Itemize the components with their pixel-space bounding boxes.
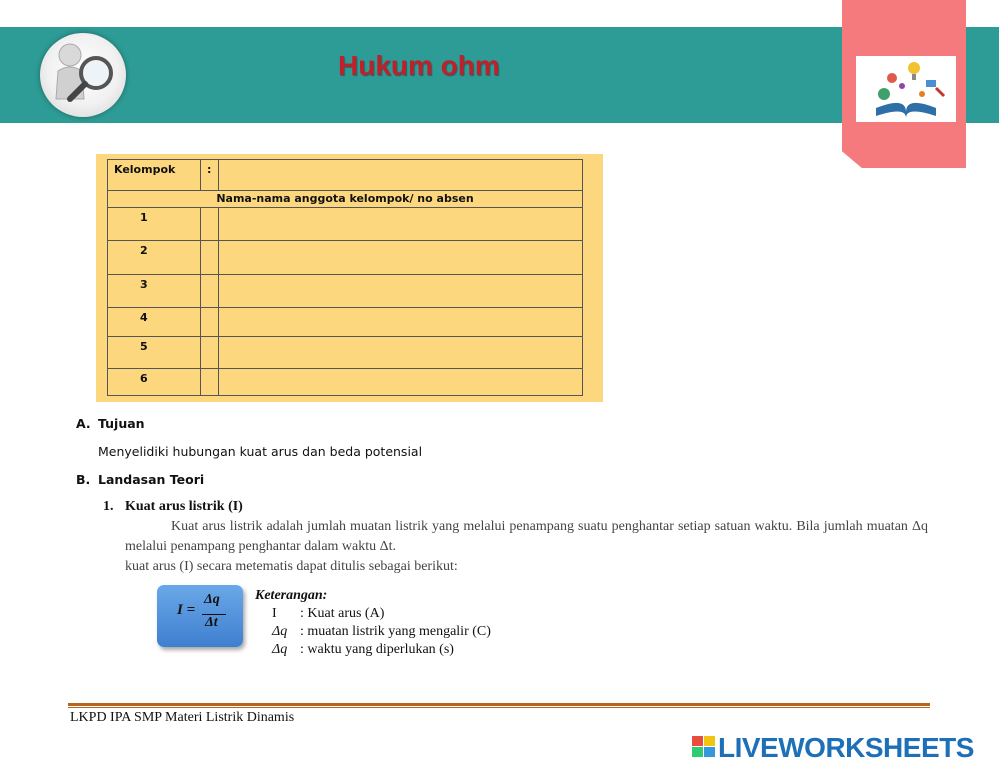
liveworksheets-logo-text[interactable]: LIVEWORKSHEETS [718, 732, 974, 763]
member-row-mid [201, 337, 219, 369]
kelompok-colon: : [201, 160, 219, 191]
formula-numerator: Δq [204, 592, 220, 607]
subsection-heading: Kuat arus listrik (I) [125, 499, 243, 514]
member-name-cell[interactable] [219, 337, 583, 369]
footer-rule [68, 703, 930, 706]
section-b-letter: B. [76, 472, 91, 487]
member-row-mid [201, 275, 219, 308]
page-title: Hukum ohm [338, 50, 500, 81]
member-name-cell[interactable] [219, 308, 583, 337]
magnifier-person-icon [40, 33, 126, 117]
member-name-cell[interactable] [219, 275, 583, 308]
group-members-table [107, 159, 583, 396]
section-a-letter: A. [76, 416, 91, 431]
keterangan-symbol: Δq [272, 624, 288, 639]
keterangan-title: Keterangan: [255, 588, 328, 603]
member-row-mid [201, 208, 219, 241]
footer-text: LKPD IPA SMP Materi Listrik Dinamis [70, 710, 295, 725]
theory-paragraph: Kuat arus listrik adalah jumlah muatan listrik yang melalui penampang suatu penghantar setiap satuan waktu. Bila jumlah muatan Δq melalui penampang penghantar dalam waktu Δt. [125, 519, 928, 554]
member-row-mid [201, 241, 219, 275]
keterangan-symbol: Δq [272, 642, 288, 657]
kelompok-input-cell[interactable] [219, 160, 583, 191]
keterangan-symbol: I [272, 606, 277, 621]
section-b-heading: Landasan Teori [98, 472, 205, 487]
section-a-text: Menyelidiki hubungan kuat arus dan beda potensial [98, 444, 423, 459]
footer-rule-thin [68, 707, 930, 708]
keterangan-desc: : waktu yang diperlukan (s) [300, 642, 454, 657]
member-row-number: 5 [108, 337, 201, 369]
member-row-mid [201, 308, 219, 337]
member-row-number: 6 [108, 369, 201, 396]
keterangan-desc: : Kuat arus (A) [300, 606, 385, 621]
theory-formula-intro: kuat arus (I) secara metematis dapat ditulis sebagai berikut: [125, 559, 458, 574]
section-a-heading: Tujuan [98, 416, 145, 431]
member-name-cell[interactable] [219, 241, 583, 275]
members-header: Nama-nama anggota kelompok/ no absen [108, 191, 583, 208]
member-name-cell[interactable] [219, 369, 583, 396]
member-row-number: 1 [108, 208, 201, 241]
member-row-number: 3 [108, 275, 201, 308]
liveworksheets-logo-icon [692, 736, 716, 758]
subsection-number: 1. [103, 499, 114, 514]
keterangan-desc: : muatan listrik yang mengalir (C) [300, 624, 491, 639]
member-name-cell[interactable] [219, 208, 583, 241]
formula-lhs: I = [177, 602, 196, 618]
member-row-mid [201, 369, 219, 396]
member-row-number: 4 [108, 308, 201, 337]
formula-denominator: Δt [205, 615, 218, 630]
member-row-number: 2 [108, 241, 201, 275]
book-science-icon [856, 56, 956, 122]
current-formula [157, 585, 243, 647]
kelompok-label: Kelompok [108, 160, 201, 191]
